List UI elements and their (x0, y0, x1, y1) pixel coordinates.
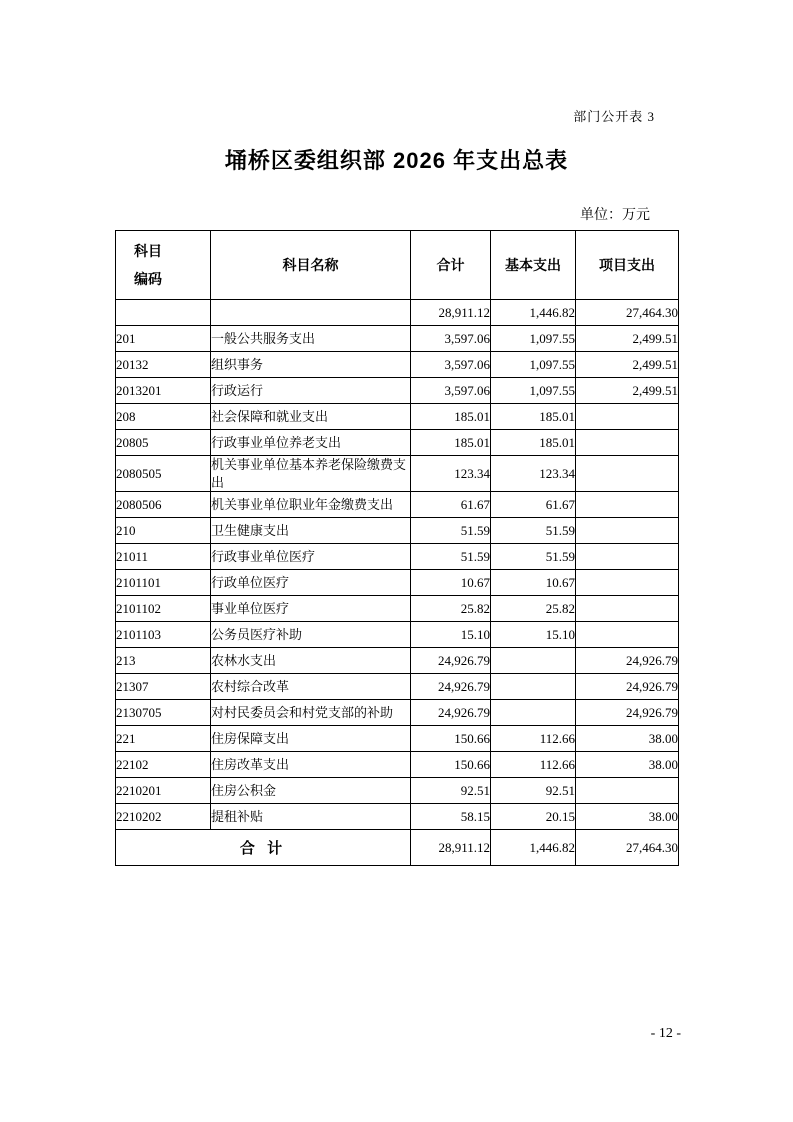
cell-project-expenditure: 38.00 (576, 804, 679, 830)
table-row (116, 804, 679, 830)
cell-total: 24,926.79 (411, 674, 491, 700)
cell-basic-expenditure: 1,097.55 (491, 352, 576, 378)
cell-basic-expenditure: 112.66 (491, 726, 576, 752)
cell-subject-name: 事业单位医疗 (211, 596, 411, 622)
cell-subject-name: 住房保障支出 (211, 726, 411, 752)
header-note: 部门公开表 3 (573, 109, 655, 124)
cell-basic-expenditure: 20.15 (491, 804, 576, 830)
cell-total: 24,926.79 (411, 648, 491, 674)
cell-subject-code: 2080505 (116, 456, 211, 492)
cell-basic-expenditure: 123.34 (491, 456, 576, 492)
cell-total: 58.15 (411, 804, 491, 830)
cell-subject-name: 行政运行 (211, 378, 411, 404)
cell-subject-code: 213 (116, 648, 211, 674)
cell-total: 10.67 (411, 570, 491, 596)
cell-basic-expenditure (491, 674, 576, 700)
table-total-row (116, 830, 679, 866)
cell-project-expenditure (576, 404, 679, 430)
cell-basic-expenditure: 61.67 (491, 492, 576, 518)
cell-subject-name: 住房公积金 (211, 778, 411, 804)
cell-subject-code: 2101101 (116, 570, 211, 596)
cell-project-expenditure: 24,926.79 (576, 648, 679, 674)
table-row (116, 726, 679, 752)
cell-subject-code: 2210201 (116, 778, 211, 804)
cell-subject-code: 21307 (116, 674, 211, 700)
cell-project-expenditure: 27,464.30 (576, 300, 679, 326)
page-title: 埇桥区委组织部 2026 年支出总表 (224, 148, 569, 173)
table-row (116, 492, 679, 518)
cell-subject-code: 20805 (116, 430, 211, 456)
cell-total: 150.66 (411, 726, 491, 752)
table-row (116, 596, 679, 622)
table-row (116, 778, 679, 804)
cell-subject-code: 221 (116, 726, 211, 752)
cell-total: 92.51 (411, 778, 491, 804)
table-row (116, 378, 679, 404)
cell-subject-name: 卫生健康支出 (211, 518, 411, 544)
header-subject-code (116, 231, 211, 300)
cell-total: 123.34 (411, 456, 491, 492)
cell-project-expenditure (576, 544, 679, 570)
cell-total: 51.59 (411, 544, 491, 570)
table-row (116, 544, 679, 570)
table-row (116, 570, 679, 596)
cell-project-expenditure (576, 492, 679, 518)
cell-subject-code: 20132 (116, 352, 211, 378)
cell-total: 150.66 (411, 752, 491, 778)
cell-project-expenditure: 2,499.51 (576, 326, 679, 352)
cell-subject-code: 21011 (116, 544, 211, 570)
header-subject-code-text (116, 241, 210, 289)
table-row (116, 700, 679, 726)
cell-basic-expenditure: 92.51 (491, 778, 576, 804)
table-row (116, 674, 679, 700)
table-row (116, 300, 679, 326)
cell-project-expenditure: 2,499.51 (576, 352, 679, 378)
cell-subject-name: 组织事务 (211, 352, 411, 378)
cell-total: 51.59 (411, 518, 491, 544)
cell-basic-expenditure: 1,097.55 (491, 326, 576, 352)
cell-project-expenditure: 2,499.51 (576, 378, 679, 404)
cell-basic-expenditure: 51.59 (491, 544, 576, 570)
cell-project-expenditure (576, 430, 679, 456)
cell-subject-name (211, 300, 411, 326)
header-code-line1: 科目 (134, 243, 162, 259)
cell-subject-name: 住房改革支出 (211, 752, 411, 778)
cell-project-expenditure (576, 570, 679, 596)
table-row (116, 752, 679, 778)
table-row (116, 326, 679, 352)
expenditure-table (115, 230, 679, 866)
table-row (116, 456, 679, 492)
cell-basic-expenditure: 1,446.82 (491, 300, 576, 326)
cell-subject-name: 农林水支出 (211, 648, 411, 674)
cell-subject-code: 201 (116, 326, 211, 352)
header-code-line2: 编码 (134, 271, 162, 287)
cell-subject-code: 2101103 (116, 622, 211, 648)
table-row (116, 622, 679, 648)
cell-subject-code: 210 (116, 518, 211, 544)
cell-subject-name: 对村民委员会和村党支部的补助 (211, 700, 411, 726)
cell-total: 185.01 (411, 404, 491, 430)
cell-subject-code: 208 (116, 404, 211, 430)
table-header-row (116, 231, 679, 300)
cell-subject-name: 农村综合改革 (211, 674, 411, 700)
table-row (116, 518, 679, 544)
cell-total: 3,597.06 (411, 378, 491, 404)
cell-basic-expenditure: 185.01 (491, 430, 576, 456)
cell-basic-expenditure: 15.10 (491, 622, 576, 648)
cell-project-expenditure: 38.00 (576, 726, 679, 752)
cell-total: 3,597.06 (411, 326, 491, 352)
total-row-total: 28,911.12 (411, 830, 491, 866)
cell-total: 15.10 (411, 622, 491, 648)
cell-project-expenditure (576, 596, 679, 622)
total-row-label: 合 计 (116, 830, 411, 866)
cell-total: 28,911.12 (411, 300, 491, 326)
cell-subject-name: 行政事业单位养老支出 (211, 430, 411, 456)
cell-subject-name: 提租补贴 (211, 804, 411, 830)
cell-project-expenditure (576, 518, 679, 544)
cell-subject-name: 行政事业单位医疗 (211, 544, 411, 570)
cell-subject-name: 一般公共服务支出 (211, 326, 411, 352)
cell-subject-code (116, 300, 211, 326)
total-row-project: 27,464.30 (576, 830, 679, 866)
cell-subject-code: 2130705 (116, 700, 211, 726)
cell-basic-expenditure: 25.82 (491, 596, 576, 622)
cell-subject-name: 机关事业单位职业年金缴费支出 (211, 492, 411, 518)
cell-subject-name: 公务员医疗补助 (211, 622, 411, 648)
cell-subject-name: 机关事业单位基本养老保险缴费支出 (211, 456, 411, 492)
cell-basic-expenditure: 10.67 (491, 570, 576, 596)
cell-total: 185.01 (411, 430, 491, 456)
cell-project-expenditure: 38.00 (576, 752, 679, 778)
cell-project-expenditure (576, 456, 679, 492)
cell-basic-expenditure: 1,097.55 (491, 378, 576, 404)
cell-subject-code: 2101102 (116, 596, 211, 622)
header-total: 合计 (411, 231, 491, 300)
cell-total: 24,926.79 (411, 700, 491, 726)
table-row (116, 352, 679, 378)
cell-project-expenditure (576, 622, 679, 648)
cell-subject-code: 2013201 (116, 378, 211, 404)
header-project-expenditure: 项目支出 (576, 231, 679, 300)
cell-basic-expenditure: 185.01 (491, 404, 576, 430)
table-row (116, 430, 679, 456)
cell-subject-name: 社会保障和就业支出 (211, 404, 411, 430)
cell-total: 25.82 (411, 596, 491, 622)
page-number: - 12 - (650, 1026, 681, 1041)
total-row-basic: 1,446.82 (491, 830, 576, 866)
cell-project-expenditure: 24,926.79 (576, 674, 679, 700)
cell-project-expenditure: 24,926.79 (576, 700, 679, 726)
cell-project-expenditure (576, 778, 679, 804)
unit-note: 单位：万元 (580, 208, 650, 223)
cell-total: 3,597.06 (411, 352, 491, 378)
cell-basic-expenditure (491, 648, 576, 674)
cell-subject-code: 2080506 (116, 492, 211, 518)
header-subject-name: 科目名称 (211, 231, 411, 300)
cell-subject-code: 2210202 (116, 804, 211, 830)
cell-basic-expenditure (491, 700, 576, 726)
cell-subject-code: 22102 (116, 752, 211, 778)
cell-subject-name: 行政单位医疗 (211, 570, 411, 596)
cell-basic-expenditure: 112.66 (491, 752, 576, 778)
cell-basic-expenditure: 51.59 (491, 518, 576, 544)
cell-total: 61.67 (411, 492, 491, 518)
table-body (116, 300, 679, 830)
table-row (116, 404, 679, 430)
header-basic-expenditure: 基本支出 (491, 231, 576, 300)
table-row (116, 648, 679, 674)
